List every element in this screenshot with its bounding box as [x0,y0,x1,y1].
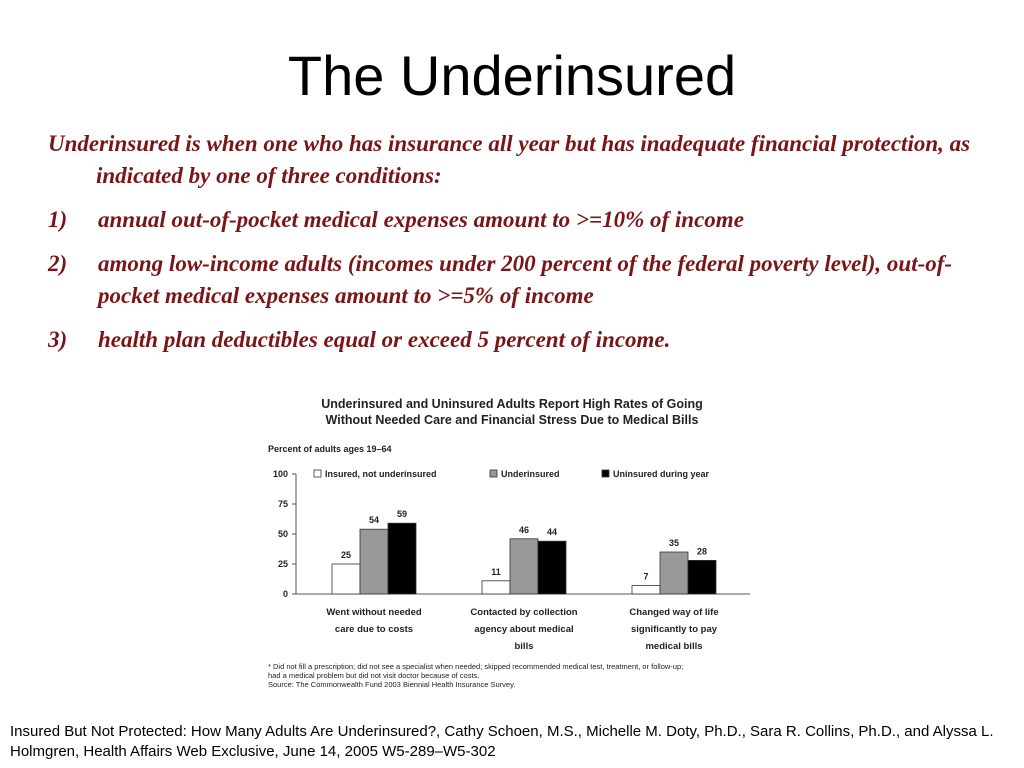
condition-item [48,204,988,236]
bar-value-label: 44 [546,527,558,538]
bar [332,564,360,594]
bar [660,552,688,594]
bar-value-label: 59 [396,509,408,520]
condition-number: 2) [48,251,68,276]
bar [538,541,566,594]
bar [360,529,388,594]
bar [510,539,538,594]
bar-chart [262,394,762,664]
condition-item [48,324,988,356]
condition-text: among low-income adults (incomes under 200 percent of the federal poverty level), out-of-pocket medical expenses amount to >=5% of income [98,251,953,308]
legend-swatch [602,470,609,477]
y-tick-label: 50 [277,529,288,539]
category-label: significantly to pay [630,624,718,635]
chart-title-line: Underinsured and Uninsured Adults Report High Rates of Going [321,397,703,411]
footnote-line: had a medical problem but did not visit doctor because of costs. [268,671,480,680]
condition-number: 1) [48,207,68,232]
footnote-line: * Did not fill a prescription; did not see a specialist when needed; skipped recommended medical test, treatment, or follow-up; [268,662,684,671]
bar-value-label: 54 [368,515,380,526]
category-label: care due to costs [334,624,414,635]
legend-label: Insured, not underinsured [325,469,437,479]
definition-text [48,128,988,368]
bar-value-label: 46 [518,524,530,535]
condition-text: annual out-of-pocket medical expenses amount to >=10% of income [98,207,744,232]
category-label: agency about medical [474,624,574,635]
category-label: Changed way of life [629,607,719,618]
bar-chart-figure [262,394,762,694]
y-tick-label: 25 [277,559,288,569]
legend-swatch [314,470,321,477]
category-label: bills [514,641,534,652]
citation-text: Insured But Not Protected: How Many Adults Are Underinsured?, Cathy Schoen, M.S., Michelle M. Doty, Ph.D., Sara R. Collins, Ph.D., and Alyssa L. Holmgren, Health Affairs Web Exclusive, June 14, 2005 W5-289–W5-302 [10,723,994,760]
y-tick-label: 100 [272,469,288,479]
category-label: Went without needed [326,607,422,618]
chart-title [262,396,762,428]
bar-value-label: 7 [643,571,649,582]
bar [632,586,660,594]
bar [388,523,416,594]
bar-value-label: 25 [340,550,352,560]
bar [482,581,510,594]
bar-value-label: 35 [668,538,680,548]
slide-title: The Underinsured [287,44,737,107]
chart-y-label: Percent of adults ages 19–64 [268,444,392,454]
condition-item [48,248,988,312]
bar-value-label: 11 [491,566,501,577]
condition-number: 3) [48,327,68,352]
footnote-line: Source: The Commonwealth Fund 2003 Biennial Health Insurance Survey. [268,680,516,689]
y-tick-label: 0 [282,589,288,599]
legend-swatch [490,470,497,477]
chart-footnote [268,662,758,689]
legend-label: Underinsured [501,469,560,479]
condition-text: health plan deductibles equal or exceed 5 percent of income. [98,327,671,352]
bar [688,560,716,594]
bar-value-label: 28 [696,546,708,557]
category-label: Contacted by collection [470,607,578,618]
y-tick-label: 75 [277,499,288,509]
legend-label: Uninsured during year [613,469,710,479]
definition-intro: Underinsured is when one who has insurance all year but has inadequate financial protection, as indicated by one of three conditions: [48,131,971,188]
category-label: medical bills [645,641,703,652]
chart-title-line: Without Needed Care and Financial Stress Due to Medical Bills [325,413,699,427]
